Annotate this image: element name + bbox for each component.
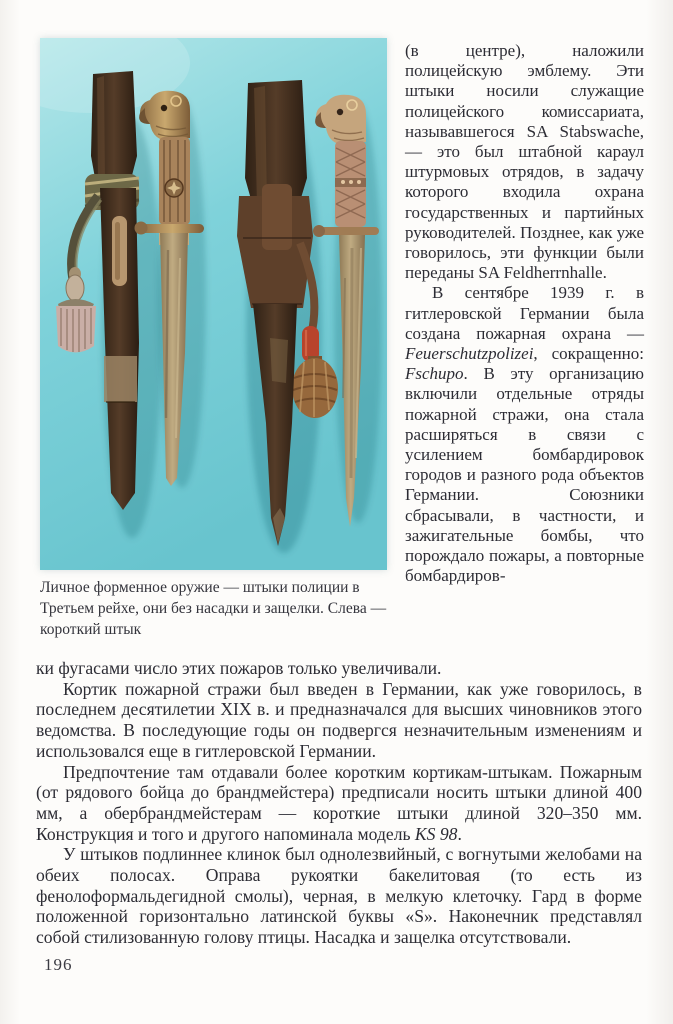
main-paragraph-4: У штыков подлиннее клинок был однолезвийный, с вогнутыми желобами на обеих полосах. Оправа рукоятки бакелитовая (то есть из фенолоформальдегидной смолы), черная, в мелкую клеточку. Гард в форме положенной горизонтально латинской буквы «S». Наконечник представлял собой стилизованную голову птицы. Насадка и защелка отсутствовали. [36,844,642,948]
right-text-column [405,41,644,586]
bayonets-illustration [40,38,387,570]
main-p3-text-post: . [457,823,462,844]
column-p2-text-pre: В сентябре 1939 г. в гитлеровской Германии была создана пожарная охрана — [405,283,644,343]
term-ks98: KS 98 [414,823,458,844]
term-feuerschutzpolizei: Feuerschutzpolizei [405,344,534,364]
term-fschupo: Fschupo [405,364,464,384]
main-paragraph-3 [36,762,642,845]
photo-caption: Личное форменное оружие — штыки полиции в Третьем рейхе, они без насадки и защелки. Слева — короткий штык [40,579,387,638]
page-number: 196 [44,955,73,974]
main-paragraph-1: ки фугасами число этих пожаров только увеличивали. [36,658,442,678]
column-p2-text-mid: , сокращенно: [533,344,644,364]
photo-bayonets [40,38,387,570]
main-p3-text-pre: Предпочтение там отдавали более коротким кортикам-штыкам. Пожарным (от рядового бойца до брандмейстера) предписали носить штыки длиной 400 мм, а обербрандмейстерам — короткие штыки длиной 320–350 мм. Конструкция и того и другого напоминала модель [36,761,642,844]
column-paragraph-2 [405,283,644,586]
column-paragraph-1: (в центре), наложили полицейскую эмблему. Эти штыки носили служащие полицейского комиссариата, называвшегося SA Stabswache, — это был штабной караул штурмовых отрядов, в задачу которого входила охрана государственных и партийных руководителей. Позднее, как уже говорилось, эти функции были переданы SA Feldherrnhalle. [405,41,644,283]
column-p2-text-post: . В эту организацию включили отдельные отряды пожарной стражи, она стала расширяться в связи с усилением бомбардировок городов и разного рода объектов Германии. Союзники сбрасывали, в частности, и зажигательные бомбы, что порождало пожары, а повторные бомбардиров- [405,364,644,586]
main-paragraph-2: Кортик пожарной стражи был введен в Германии, как уже говорилось, в последнем десятилетии XIX в. и предназначался для высших чиновников этого ведомства. В последующие годы он подвергся незначительным изменениям и использовался еще в гитлеровской Германии. [36,678,642,761]
main-text-block [36,658,642,948]
